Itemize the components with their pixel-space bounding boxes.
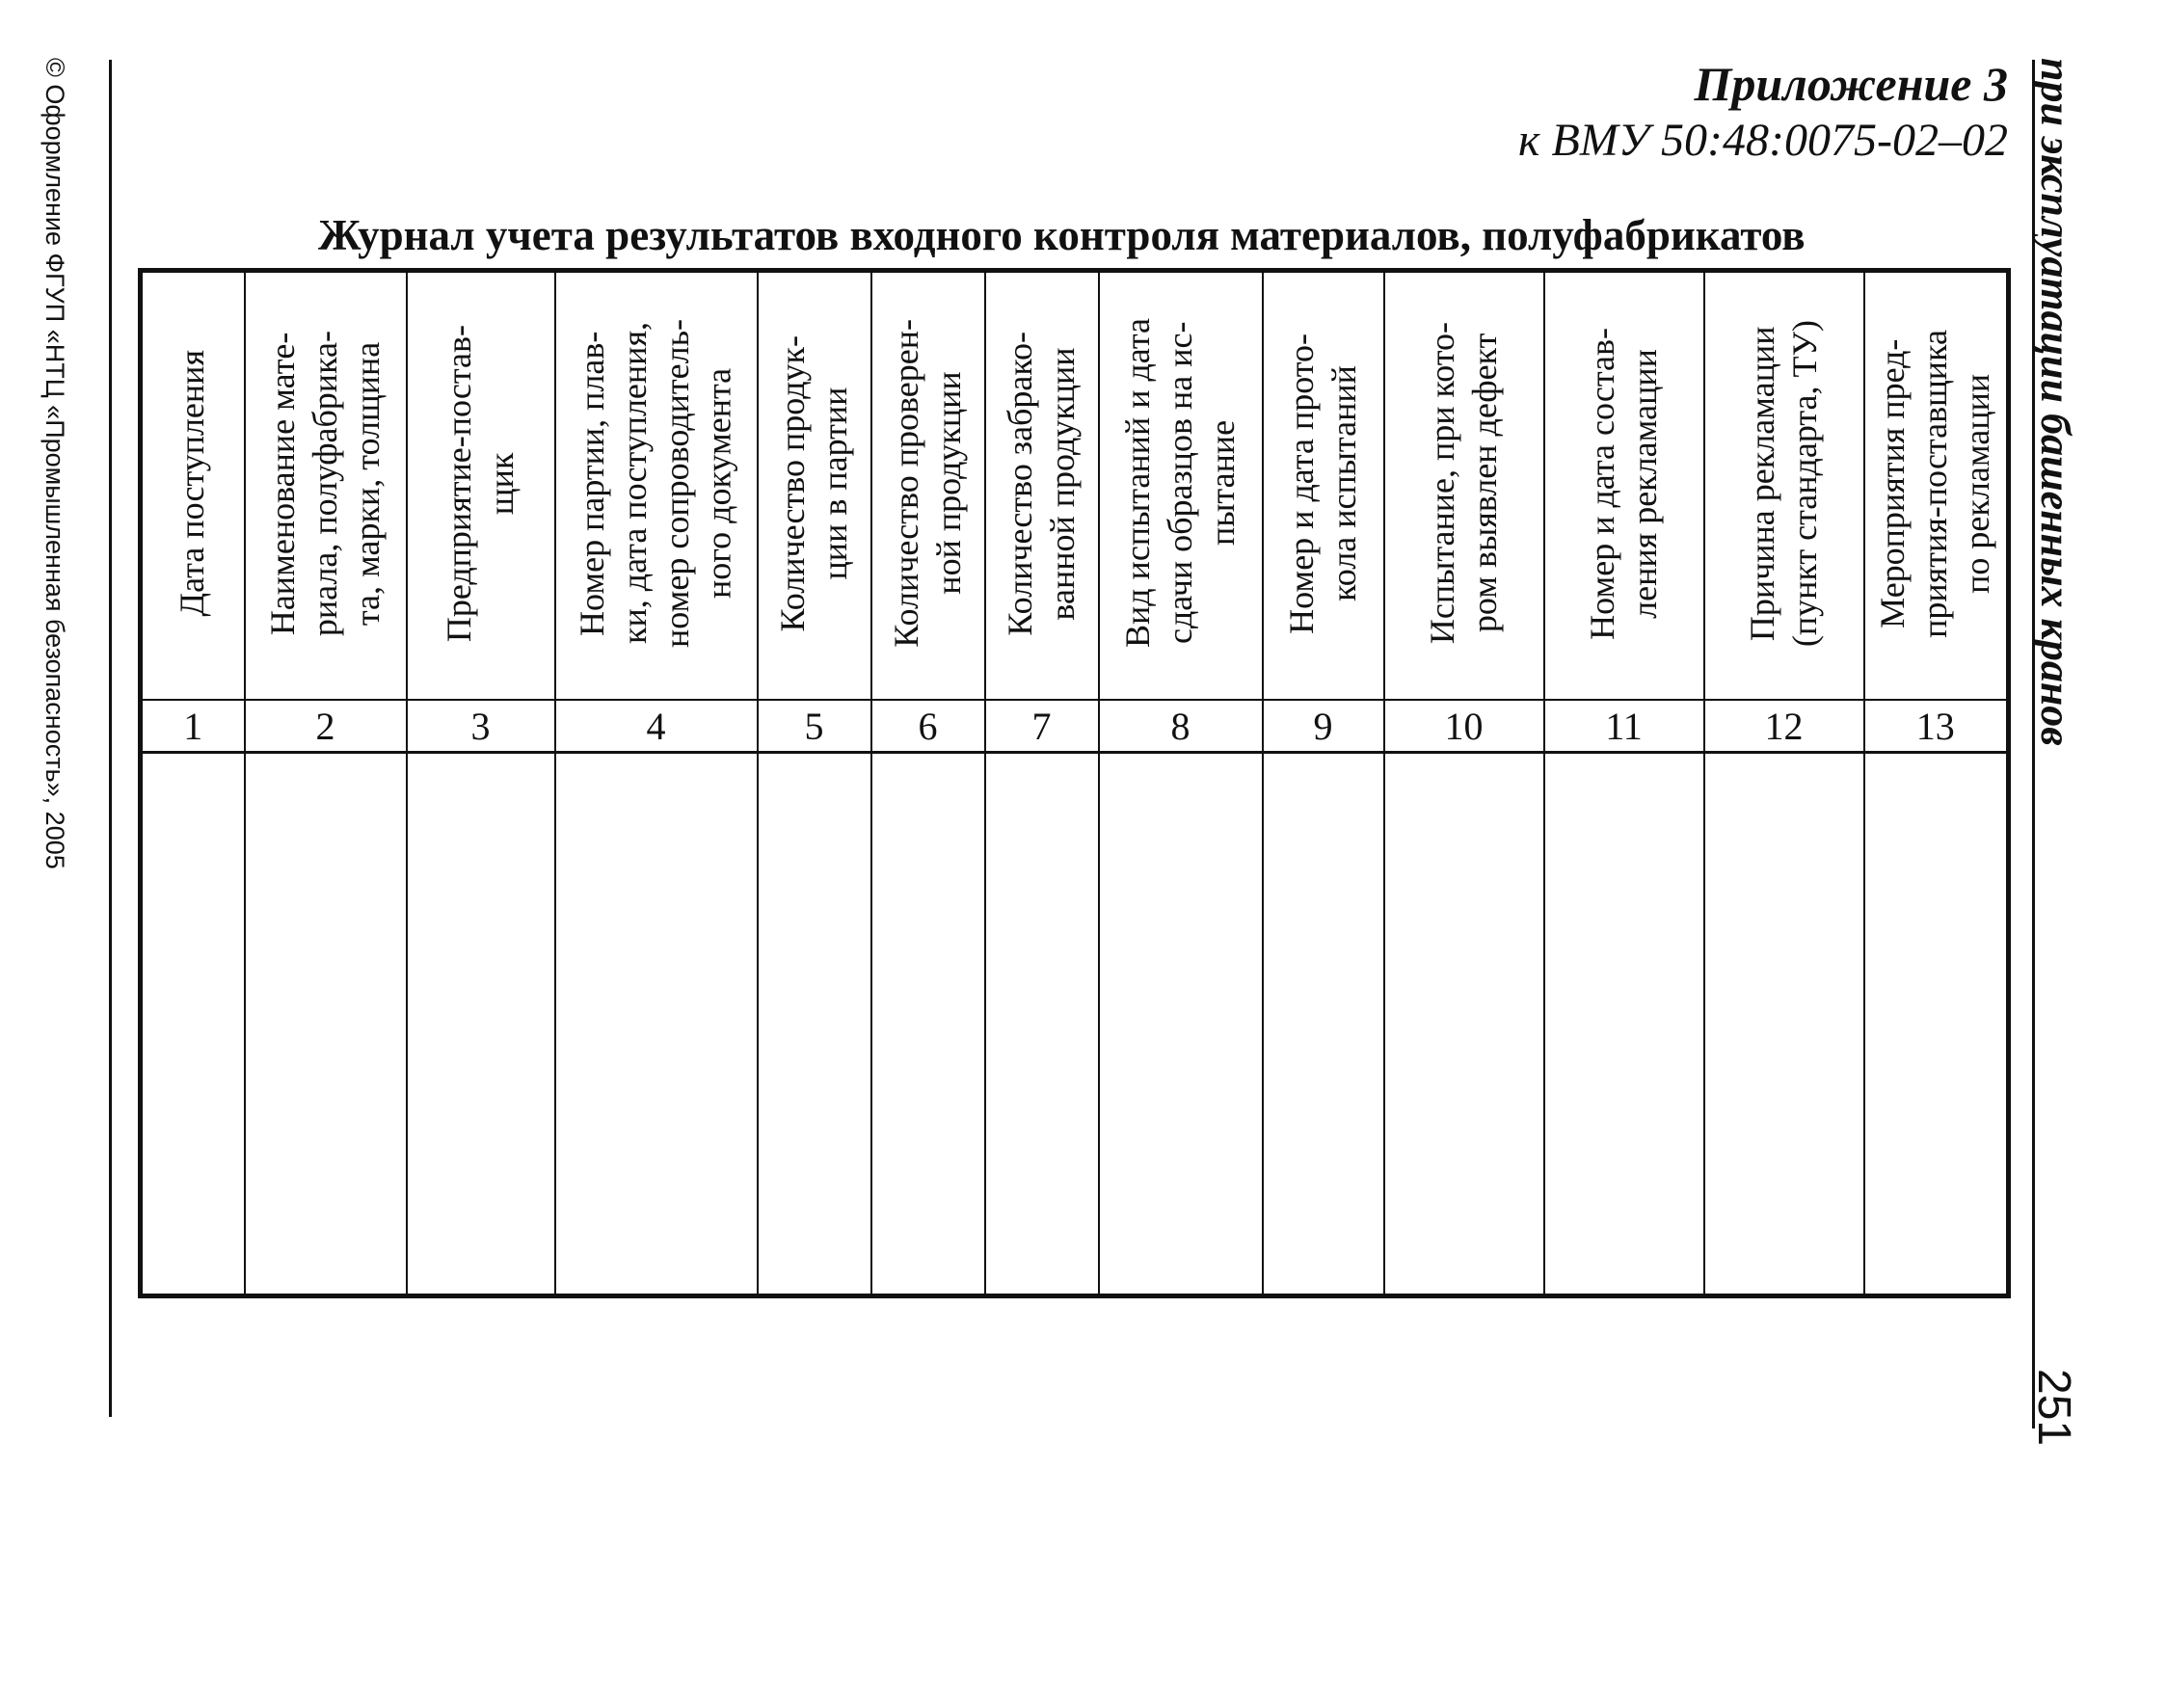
column-number: 9 — [1263, 700, 1384, 753]
column-header-cell — [1704, 271, 1864, 701]
column-number: 3 — [407, 700, 555, 753]
column-header-text: Вид испытаний и дата сдачи образцов на ис- пытание — [1117, 318, 1242, 649]
entry-cell — [141, 753, 245, 1296]
column-header-text: Номер партии, плав- ки, дата поступления, номер сопроводитель- ного документа — [572, 319, 738, 648]
entry-cell — [245, 753, 407, 1296]
column-header-cell — [985, 271, 1099, 701]
column-header-text: Предприятие-постав- щик — [439, 324, 521, 643]
column-header-text: Количество продук- ции в партии — [772, 334, 854, 632]
column-number: 12 — [1704, 700, 1864, 753]
column-header-text: Испытание, при кото- ром выявлен дефект — [1422, 322, 1504, 645]
entry-cell — [758, 753, 871, 1296]
column-header-text: Дата поступления — [173, 350, 212, 617]
column-number: 13 — [1864, 700, 2009, 753]
column-header-text: Наименование мате- риала, полуфабрика- та, марки, толщина — [262, 330, 387, 637]
entry-cell — [555, 753, 758, 1296]
column-header-cell — [1544, 271, 1704, 701]
column-header-text: Номер и дата состав- ления рекламации — [1582, 327, 1664, 640]
column-header-cell — [1263, 271, 1384, 701]
column-number: 4 — [555, 700, 758, 753]
column-number: 10 — [1384, 700, 1544, 753]
entry-cell — [1263, 753, 1384, 1296]
column-number: 1 — [141, 700, 245, 753]
column-header-cell — [141, 271, 245, 701]
column-header-text: Мероприятия пред- приятия-поставщика по рекламации — [1872, 329, 1996, 638]
column-header-text: Количество забрако- ванной продукции — [1000, 331, 1082, 636]
column-header-text: Причина рекламации (пункт стандарта, ТУ) — [1742, 319, 1824, 648]
column-number: 2 — [245, 700, 407, 753]
column-header-cell — [407, 271, 555, 701]
column-header-cell — [871, 271, 985, 701]
column-number-row — [141, 700, 2009, 753]
empty-entry-row — [141, 753, 2009, 1296]
column-header-cell — [1864, 271, 2009, 701]
journal-title: Журнал учета результатов входного контроля материалов, полуфабрикатов — [318, 211, 1806, 259]
appendix-title: Приложение 3 — [1694, 57, 2008, 111]
column-header-cell — [1099, 271, 1263, 701]
left-margin-rule — [109, 60, 112, 1417]
entry-cell — [1864, 753, 2009, 1296]
journal-table — [138, 268, 2011, 1298]
column-header-cell — [1384, 271, 1544, 701]
column-header-text: Количество проверен- ной продукции — [886, 319, 968, 648]
page-number: 251 — [2028, 1369, 2079, 1447]
column-header-cell — [245, 271, 407, 701]
column-number: 8 — [1099, 700, 1263, 753]
entry-cell — [407, 753, 555, 1296]
column-number: 7 — [985, 700, 1099, 753]
column-header-cell — [758, 271, 871, 701]
column-header-cell — [555, 271, 758, 701]
entry-cell — [1544, 753, 1704, 1296]
entry-cell — [1099, 753, 1263, 1296]
table-header-row — [141, 271, 2009, 701]
column-header-text: Номер и дата прото- кола испытаний — [1281, 333, 1363, 634]
appendix-reference: к ВМУ 50:48:0075-02–02 — [1517, 115, 2008, 166]
entry-cell — [1704, 753, 1864, 1296]
copyright-notice: © Оформление ФГУП «НТЦ «Промышленная безопасность», 2005 — [40, 58, 69, 869]
entry-cell — [985, 753, 1099, 1296]
column-number: 6 — [871, 700, 985, 753]
column-number: 5 — [758, 700, 871, 753]
entry-cell — [871, 753, 985, 1296]
running-header: при эксплуатации башенных кранов — [2032, 58, 2079, 746]
column-number: 11 — [1544, 700, 1704, 753]
entry-cell — [1384, 753, 1544, 1296]
